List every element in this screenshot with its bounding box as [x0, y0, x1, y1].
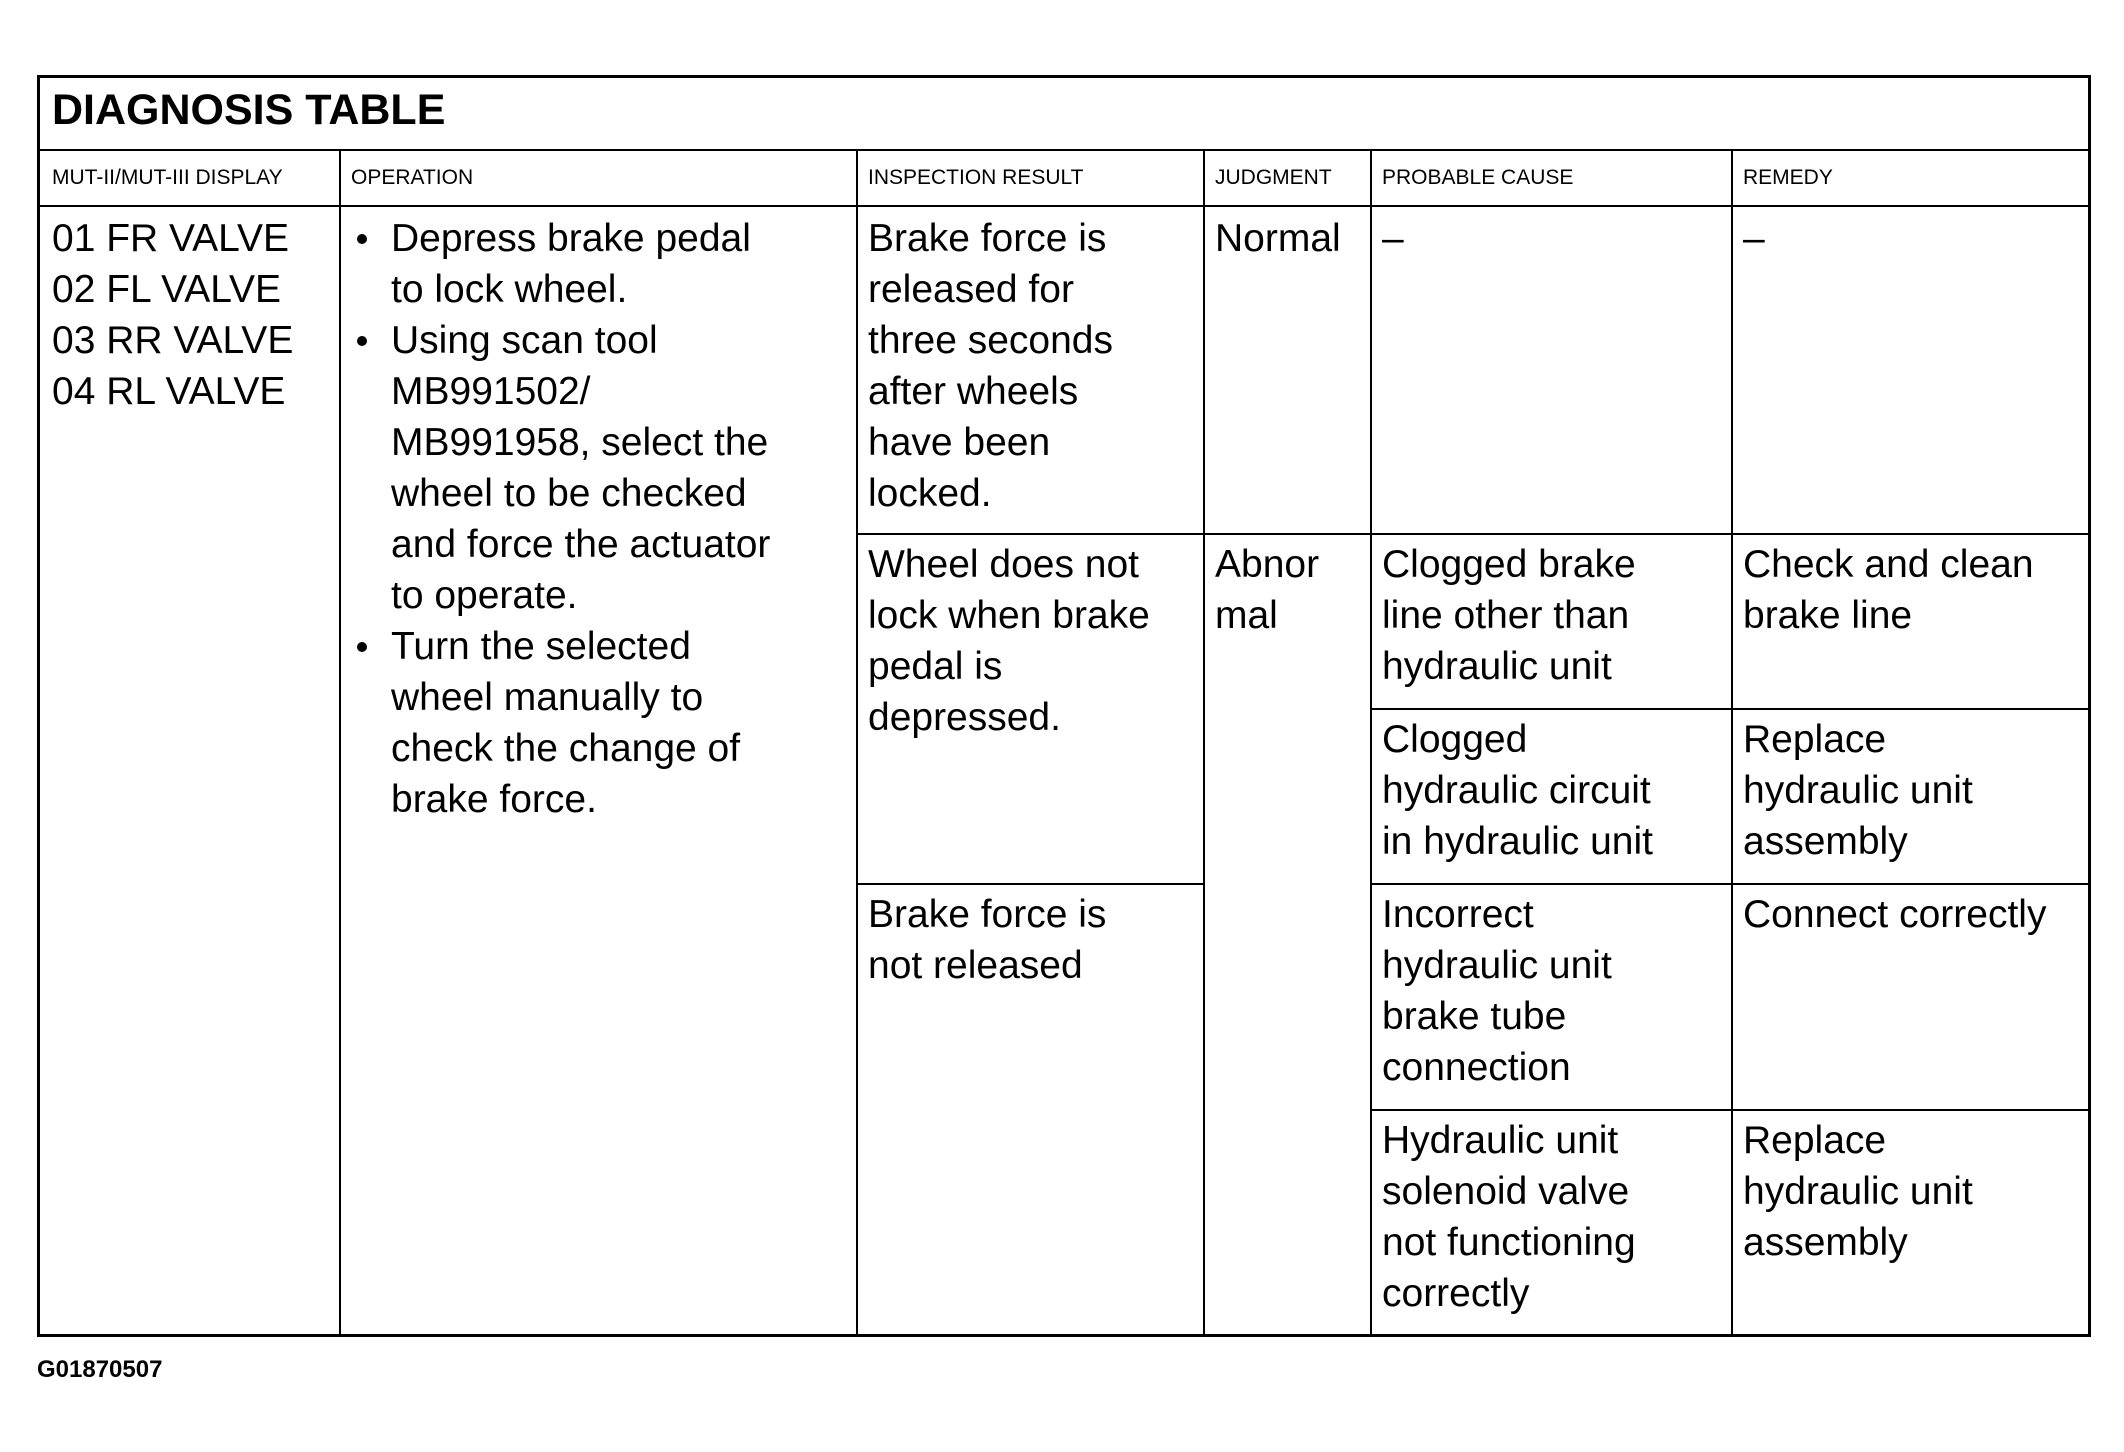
header-operation: OPERATION: [351, 166, 474, 189]
result-cell-not-released: [856, 885, 1203, 991]
cause-line: line other than: [1382, 594, 1630, 637]
result-line: three seconds: [868, 319, 1113, 362]
figure-id: G01870507: [37, 1356, 163, 1383]
judgment-line: Normal: [1215, 217, 1341, 260]
remedy-cell: [1731, 885, 2088, 940]
cause-line: hydraulic unit: [1382, 944, 1612, 987]
result-line: Wheel does not: [868, 543, 1140, 586]
operation-line: wheel manually to: [391, 676, 704, 719]
remedy-line: hydraulic unit: [1743, 1170, 1973, 1213]
cause-cell: [1370, 209, 1731, 264]
remedy-cell: [1731, 209, 2088, 264]
operation-line: Using scan tool: [391, 319, 658, 362]
remedy-cell: [1731, 710, 2088, 867]
result-line: not released: [868, 944, 1083, 987]
table-header-row: [40, 151, 2088, 207]
table-title-bar: [40, 78, 2088, 151]
remedy-line: assembly: [1743, 820, 1908, 863]
bullet-icon: [357, 642, 367, 652]
remedy-cell: [1731, 535, 2088, 641]
operation-line: MB991958, select the: [391, 421, 769, 464]
cause-line: in hydraulic unit: [1382, 820, 1653, 863]
cause-cell: [1370, 710, 1731, 867]
result-line: locked.: [868, 472, 992, 515]
column-divider: [1203, 151, 1205, 1334]
operation-line: Turn the selected: [391, 625, 691, 668]
remedy-line: Check and clean: [1743, 543, 2034, 586]
operation-line: to operate.: [391, 574, 578, 617]
remedy-line: Replace: [1743, 718, 1887, 761]
cause-cell: [1370, 885, 1731, 1093]
result-line: Brake force is: [868, 217, 1107, 260]
cause-cell: [1370, 1111, 1731, 1319]
remedy-line: brake line: [1743, 594, 1913, 637]
cause-cell: [1370, 535, 1731, 692]
display-line: 02 FL VALVE: [52, 268, 282, 311]
display-cell: [40, 209, 339, 417]
judgment-line: Abnor: [1215, 543, 1320, 586]
table-title: DIAGNOSIS TABLE: [52, 86, 446, 134]
operation-line: Depress brake pedal: [391, 217, 751, 260]
operation-line: check the change of: [391, 727, 741, 770]
display-line: 01 FR VALVE: [52, 217, 289, 260]
bullet-icon: [357, 336, 367, 346]
result-line: released for: [868, 268, 1074, 311]
remedy-line: assembly: [1743, 1221, 1908, 1264]
result-line: after wheels: [868, 370, 1079, 413]
result-line: pedal is: [868, 645, 1003, 688]
cause-line: hydraulic unit: [1382, 645, 1612, 688]
header-inspection-result: INSPECTION RESULT: [868, 166, 1084, 189]
result-line: Brake force is: [868, 893, 1107, 936]
operation-step: [351, 213, 856, 315]
cause-line: connection: [1382, 1046, 1571, 1089]
remedy-line: Replace: [1743, 1119, 1887, 1162]
display-line: 04 RL VALVE: [52, 370, 286, 413]
operation-line: and force the actuator: [391, 523, 771, 566]
cause-line: Hydraulic unit: [1382, 1119, 1619, 1162]
operation-line: to lock wheel.: [391, 268, 628, 311]
operation-steps: [351, 213, 856, 825]
result-cell-normal: [856, 209, 1203, 519]
operation-cell: [339, 209, 856, 825]
operation-step: [351, 315, 856, 621]
result-cell-not-lock: [856, 535, 1203, 743]
cause-line: hydraulic circuit: [1382, 769, 1651, 812]
operation-line: MB991502/: [391, 370, 591, 413]
judgment-line: mal: [1215, 594, 1278, 637]
remedy-line: –: [1743, 217, 1765, 260]
remedy-line: Connect correctly: [1743, 893, 2047, 936]
header-judgment: JUDGMENT: [1215, 166, 1332, 189]
remedy-cell: [1731, 1111, 2088, 1268]
cause-line: correctly: [1382, 1272, 1530, 1315]
judgment-cell-abnormal: [1203, 535, 1370, 641]
result-line: have been: [868, 421, 1051, 464]
cause-line: solenoid valve: [1382, 1170, 1630, 1213]
operation-line: brake force.: [391, 778, 597, 821]
diagnosis-table: [37, 75, 2091, 1337]
cause-line: Clogged: [1382, 718, 1528, 761]
cause-line: –: [1382, 217, 1404, 260]
remedy-line: hydraulic unit: [1743, 769, 1973, 812]
cause-line: not functioning: [1382, 1221, 1636, 1264]
header-display: MUT-II/MUT-III DISPLAY: [52, 166, 283, 189]
bullet-icon: [357, 234, 367, 244]
operation-step: [351, 621, 856, 825]
cause-line: Incorrect: [1382, 893, 1534, 936]
result-line: depressed.: [868, 696, 1061, 739]
result-line: lock when brake: [868, 594, 1150, 637]
judgment-cell-normal: [1203, 209, 1370, 264]
cause-line: brake tube: [1382, 995, 1567, 1038]
header-remedy: REMEDY: [1743, 166, 1833, 189]
operation-line: wheel to be checked: [391, 472, 747, 515]
cause-line: Clogged brake: [1382, 543, 1636, 586]
header-probable-cause: PROBABLE CAUSE: [1382, 166, 1574, 189]
display-line: 03 RR VALVE: [52, 319, 294, 362]
